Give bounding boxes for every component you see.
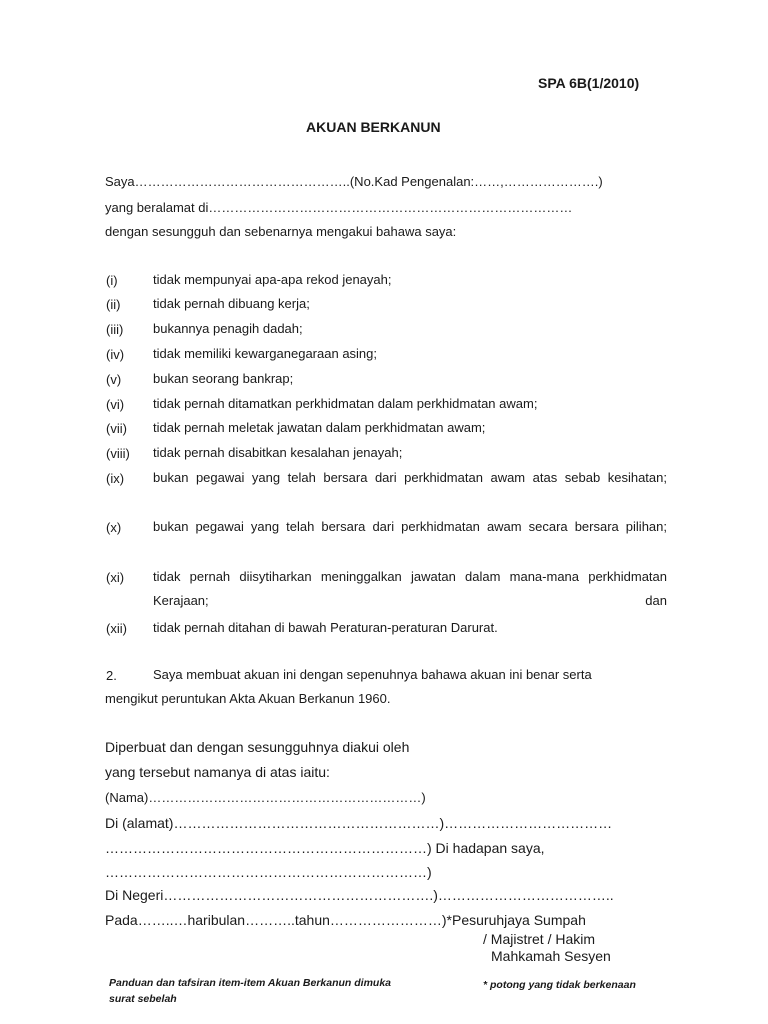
- item-text: bukan pegawai yang telah bersara dari perkhidmatan awam atas sebab kesihatan;: [153, 470, 667, 485]
- item-text: tidak pernah disabitkan kesalahan jenayah;: [153, 445, 403, 460]
- item-num: (v): [106, 372, 122, 387]
- item-text: bukan pegawai yang telah bersara dari perkhidmatan awam secara bersara pilihan;: [153, 519, 667, 534]
- alamat-line-2: ……………………………………………………………) Di hadapan saya,: [105, 840, 545, 856]
- intro-line-declaration: dengan sesungguh dan sebenarnya mengakui bahawa saya:: [105, 224, 457, 239]
- signature-line1: Diperbuat dan dengan sesungguhnya diakui oleh: [105, 739, 410, 755]
- alamat-line-3: ……………………………………………………………): [105, 864, 432, 880]
- item-text: bukan seorang bankrap;: [153, 371, 294, 386]
- intro-line-address: yang beralamat di…………………………………………………………………………: [105, 200, 573, 215]
- item-num: (iv): [106, 347, 125, 362]
- nama-line: (Nama)………………………………………………………): [105, 790, 426, 805]
- item-num: (iii): [106, 322, 124, 337]
- item-num: (xi): [106, 570, 125, 585]
- item-num: (xii): [106, 621, 127, 636]
- footer-note: [109, 975, 391, 1007]
- pada-line: Pada……..…haribulan………..tahun……………………)*Pesuruhjaya Sumpah: [105, 912, 586, 928]
- role-line-2: / Majistret / Hakim: [483, 931, 596, 947]
- item-text: tidak memiliki kewarganegaraan asing;: [153, 346, 378, 361]
- asterisk-note: * potong yang tidak berkenaan: [483, 979, 636, 991]
- signature-line2: yang tersebut namanya di atas iaitu:: [105, 764, 330, 780]
- item-text: tidak pernah ditahan di bawah Peraturan-peraturan Darurat.: [153, 620, 498, 635]
- item-num: (vi): [106, 397, 125, 412]
- intro-line-name: Saya…………………………………………..(No.Kad Pengenalan:……,………………….): [105, 174, 603, 189]
- item-num: (ix): [106, 471, 125, 486]
- footer-note-line2: surat sebelah: [109, 993, 177, 1005]
- item-num: (i): [106, 273, 118, 288]
- form-code: SPA 6B(1/2010): [538, 75, 640, 91]
- item-num: (ii): [106, 297, 121, 312]
- item-num: (vii): [106, 421, 127, 436]
- para2-line2: mengikut peruntukan Akta Akuan Berkanun 1960.: [105, 691, 391, 706]
- document-title: AKUAN BERKANUN: [306, 119, 441, 135]
- item-text: bukannya penagih dadah;: [153, 321, 303, 336]
- item-text: tidak mempunyai apa-apa rekod jenayah;: [153, 272, 392, 287]
- item-text: tidak pernah meletak jawatan dalam perkhidmatan awam;: [153, 420, 486, 435]
- para2-line1: Saya membuat akuan ini dengan sepenuhnya bahawa akuan ini benar serta: [153, 667, 592, 682]
- item-num: (viii): [106, 446, 130, 461]
- item-text: tidak pernah ditamatkan perkhidmatan dalam perkhidmatan awam;: [153, 396, 538, 411]
- alamat-line: Di (alamat)…………………………………………………)………………………………: [105, 815, 613, 831]
- role-line-3: Mahkamah Sesyen: [491, 948, 611, 964]
- footer-note-line1: Panduan dan tafsiran item-item Akuan Berkanun dimuka: [109, 977, 392, 989]
- item-text: tidak pernah diisytiharkan meninggalkan jawatan dalam mana-mana perkhidmatan Kerajaan; dan: [153, 569, 667, 608]
- item-num: (x): [106, 520, 122, 535]
- negeri-line: Di Negeri………………………………………………….)………………………………..: [105, 887, 614, 903]
- para2-num: 2.: [106, 668, 117, 683]
- item-text: tidak pernah dibuang kerja;: [153, 296, 310, 311]
